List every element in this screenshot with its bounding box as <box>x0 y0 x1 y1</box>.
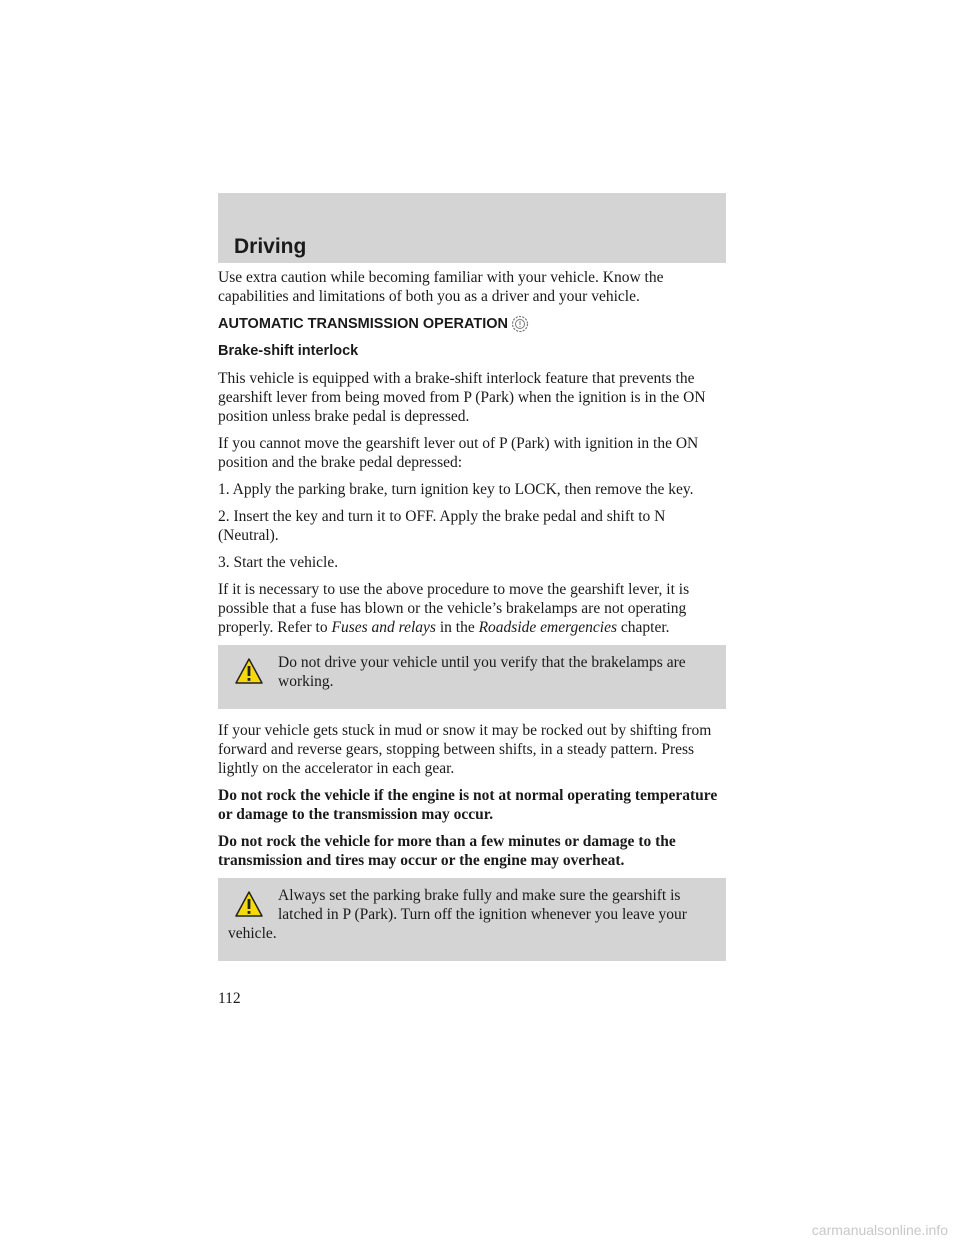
chapter-header-band <box>218 193 726 263</box>
section-heading <box>218 314 726 334</box>
section-heading-text: AUTOMATIC TRANSMISSION OPERATION <box>218 315 508 332</box>
watermark: carmanualsonline.info <box>811 1222 948 1238</box>
fuse-reference-paragraph <box>218 580 726 637</box>
interlock-condition: If you cannot move the gearshift lever out of P (Park) with ignition in the ON position and the brake pedal depressed: <box>218 435 699 471</box>
page-number: 112 <box>218 990 241 1007</box>
interlock-description: This vehicle is equipped with a brake-shift interlock feature that prevents the gearshift lever from being moved from P (Park) when the ignition is in the ON position unless brake pedal is depressed. <box>218 370 706 425</box>
warning-box-brakelamps <box>218 645 726 709</box>
fuse-reference-text-start: If it is necessary to use the above procedure to move the gearshift lever, it is possible that a fuse has blown or the vehicle’s brakelamps are not operating properly. Refer to <box>218 581 690 636</box>
intro-paragraph: Use extra caution while becoming familiar with your vehicle. Know the capabilities and limitations of both you as a driver and your vehicle. <box>218 269 664 305</box>
step-2: 2. Insert the key and turn it to OFF. Apply the brake pedal and shift to N (Neutral). <box>218 508 666 544</box>
roadside-emergencies-reference: Roadside emergencies <box>478 619 618 636</box>
gear-icon <box>510 314 530 334</box>
rocking-caution-duration: Do not rock the vehicle for more than a few minutes or damage to the transmission and tires may occur or the engine may overheat. <box>218 833 676 869</box>
step-1: 1. Apply the parking brake, turn ignition key to LOCK, then remove the key. <box>218 481 694 498</box>
warning-box-parking-brake <box>218 878 726 961</box>
rocking-caution-temperature: Do not rock the vehicle if the engine is not at normal operating temperature or damage to the transmission may occur. <box>218 787 718 823</box>
warning-triangle-icon <box>234 657 264 685</box>
step-3: 3. Start the vehicle. <box>218 554 339 571</box>
page-content <box>218 268 726 973</box>
fuse-reference-text-mid: in the <box>435 619 479 636</box>
warning-triangle-icon <box>234 890 264 918</box>
warning-text-brakelamps: Do not drive your vehicle until you verify that the brakelamps are working. <box>278 654 686 690</box>
fuse-reference-text-end: chapter. <box>617 619 670 636</box>
fuses-relays-reference: Fuses and relays <box>331 619 436 636</box>
rocking-paragraph: If your vehicle gets stuck in mud or snow it may be rocked out by shifting from forward and reverse gears, stopping between shifts, in a steady pattern. Press lightly on the accelerator in each gear. <box>218 722 712 777</box>
chapter-title: Driving <box>234 235 307 258</box>
subsection-heading: Brake-shift interlock <box>218 343 359 359</box>
warning-text-parking-brake: Always set the parking brake fully and make sure the gearshift is latched in P (Park). Turn off the ignition whenever you leave your vehicle. <box>228 887 687 942</box>
